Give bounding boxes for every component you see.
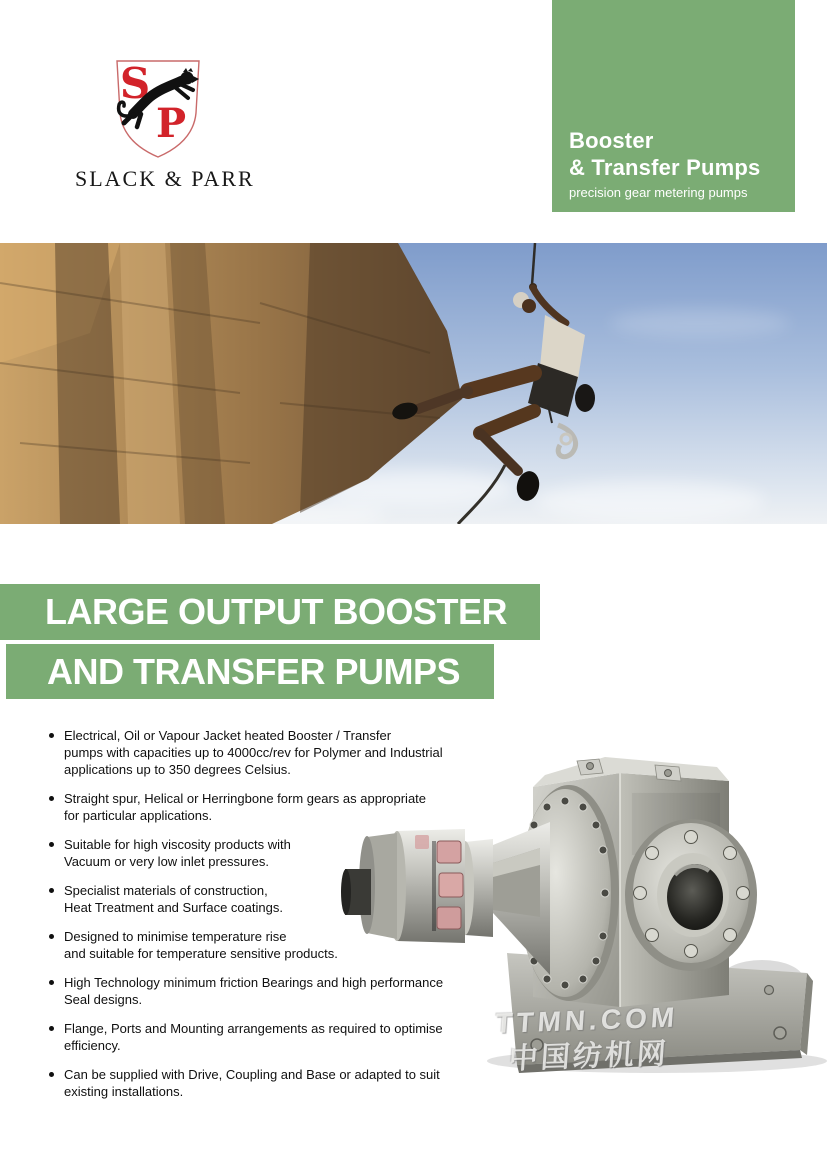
bullet-icon — [48, 790, 64, 824]
bullet-icon — [48, 928, 64, 962]
watermark-line-1: TTMN.COM — [494, 1001, 680, 1040]
bullet-icon — [48, 882, 64, 916]
bullet-icon — [48, 1020, 64, 1054]
header-title-line2: & Transfer Pumps — [569, 155, 761, 180]
brand-logo — [75, 56, 255, 192]
header-box — [552, 0, 795, 212]
drive-coupling — [341, 829, 493, 943]
bullet-text: efficiency. — [64, 1038, 121, 1053]
bullet-text: applications up to 350 degrees Celsius. — [64, 762, 291, 777]
bullet-text: Designed to minimise temperature rise — [64, 929, 287, 944]
bullet-text: Can be supplied with Drive, Coupling and Base or adapted to suit — [64, 1067, 440, 1082]
banner-bar-1 — [0, 584, 540, 640]
header-subtitle: precision gear metering pumps — [569, 185, 748, 200]
banner-line-2: AND TRANSFER PUMPS — [47, 650, 461, 692]
bullet-text: Straight spur, Helical or Herringbone form gears as appropriate — [64, 791, 427, 806]
shaft-housing — [493, 822, 550, 975]
bullet-text: Suitable for high viscosity products with — [64, 837, 291, 852]
bullet-text: Vacuum or very low inlet pressures. — [64, 854, 269, 869]
bullet-text: and suitable for temperature sensitive products. — [64, 946, 338, 961]
bullet-icon — [48, 974, 64, 1008]
shield-letter-s: S — [119, 59, 151, 108]
bullet-text: High Technology minimum friction Bearings and high performance — [64, 975, 444, 990]
climber-head — [522, 299, 536, 313]
watermark-line-2: 中国纺机网 — [507, 1037, 670, 1076]
bullet-icon — [48, 1066, 64, 1100]
bullet-icon — [48, 727, 64, 778]
bullet-text: existing installations. — [64, 1084, 184, 1099]
bullet-text: Heat Treatment and Surface coatings. — [64, 900, 283, 915]
pump-photo — [337, 745, 827, 1075]
bullet-text: Seal designs. — [64, 992, 143, 1007]
bullet-text: Electrical, Oil or Vapour Jacket heated Booster / Transfer — [64, 728, 392, 743]
header-title-line1: Booster — [569, 128, 654, 153]
shield-panther-logo — [110, 56, 206, 162]
shield-letter-p: P — [155, 100, 187, 147]
bullet-text: Specialist materials of construction, — [64, 883, 268, 898]
bullet-text: for particular applications. — [64, 808, 213, 823]
outlet-flange — [625, 819, 757, 971]
banner-bar-2 — [6, 644, 494, 699]
climber-photo — [0, 243, 827, 524]
bullet-text: pumps with capacities up to 4000cc/rev for Polymer and Industrial — [64, 745, 443, 760]
banner-line-1: LARGE OUTPUT BOOSTER — [45, 591, 508, 632]
bullet-icon — [48, 836, 64, 870]
bullet-text: Flange, Ports and Mounting arrangements as required to optimise — [64, 1021, 443, 1036]
brand-name: SLACK & PARR — [75, 166, 255, 191]
